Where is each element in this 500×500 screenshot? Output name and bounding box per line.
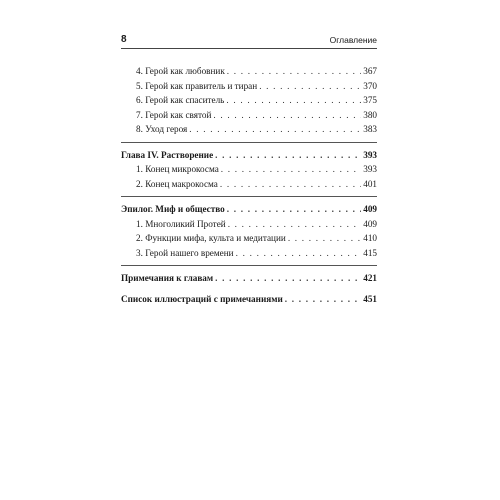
page-number: 8 — [121, 34, 127, 45]
section-divider — [121, 265, 377, 266]
toc-entry-page: 409 — [363, 218, 377, 229]
toc-entry-label: Список иллюстраций с примечаниями — [121, 293, 283, 304]
section-divider — [121, 196, 377, 197]
toc-entry-label: 2. Функции мифа, культа и медитации — [136, 233, 286, 243]
dot-leader — [220, 177, 361, 192]
toc-entry — [121, 79, 377, 94]
toc-entry — [121, 93, 377, 108]
toc-entry — [121, 177, 377, 192]
dot-leader — [189, 122, 361, 137]
toc-entry — [121, 246, 377, 261]
toc-entry-page: 367 — [363, 66, 377, 76]
dot-leader — [221, 162, 361, 177]
toc-entry-page: 421 — [363, 273, 377, 283]
toc-entry-page: 410 — [363, 233, 377, 243]
toc-entry-label: Эпилог. Миф и общество — [121, 204, 225, 214]
toc-entry-label: 3. Герой нашего времени — [136, 247, 234, 258]
running-title: Оглавление — [329, 35, 377, 45]
dot-leader — [226, 93, 361, 108]
dot-leader — [215, 148, 361, 163]
toc-entry-page: 380 — [363, 109, 377, 120]
toc-entry-label: 1. Конец микрокосма — [136, 164, 219, 174]
toc-chapter-entry — [121, 202, 377, 217]
toc-entry-page: 415 — [363, 247, 377, 258]
dot-leader — [227, 202, 361, 217]
toc-entry-page: 393 — [363, 164, 377, 174]
dot-leader — [285, 292, 361, 307]
dot-leader — [227, 64, 361, 79]
dot-leader — [228, 217, 362, 232]
section-divider — [121, 142, 377, 143]
toc-entry-label: 7. Герой как святой — [136, 109, 212, 120]
dot-leader — [236, 246, 362, 261]
toc-chapter-entry — [121, 292, 377, 307]
toc-entry — [121, 231, 377, 246]
toc-entry-page: 375 — [363, 95, 377, 105]
toc-entry-label: 4. Герой как любовник — [136, 66, 225, 76]
toc-entry-page: 409 — [363, 204, 377, 214]
dot-leader — [215, 271, 361, 286]
page-header — [121, 34, 377, 49]
toc-entry-page: 401 — [363, 178, 377, 189]
toc-entry-label: 1. Многоликий Протей — [136, 218, 226, 229]
toc-entry — [121, 217, 377, 232]
toc-entry-page: 451 — [363, 293, 377, 304]
dot-leader — [259, 79, 361, 94]
toc-entry-label: Глава IV. Растворение — [121, 149, 214, 160]
toc-chapter-entry — [121, 148, 377, 163]
toc-entry — [121, 162, 377, 177]
toc-entry-label: 6. Герой как спаситель — [136, 95, 225, 105]
toc-entry-label: 5. Герой как правитель и тиран — [136, 80, 258, 91]
toc-entry-page: 383 — [363, 124, 377, 134]
toc-entry-page: 393 — [363, 149, 377, 160]
toc-entry-page: 370 — [363, 80, 377, 91]
toc-entry-label: 8. Уход героя — [136, 124, 188, 134]
toc-chapter-entry — [121, 271, 377, 286]
toc-entry-label: Примечания к главам — [121, 273, 214, 283]
toc-entry-label: 2. Конец макрокосма — [136, 178, 218, 189]
dot-leader — [288, 231, 361, 246]
table-of-contents — [121, 64, 377, 306]
dot-leader — [213, 108, 361, 123]
toc-entry — [121, 122, 377, 137]
toc-entry — [121, 64, 377, 79]
toc-entry — [121, 108, 377, 123]
